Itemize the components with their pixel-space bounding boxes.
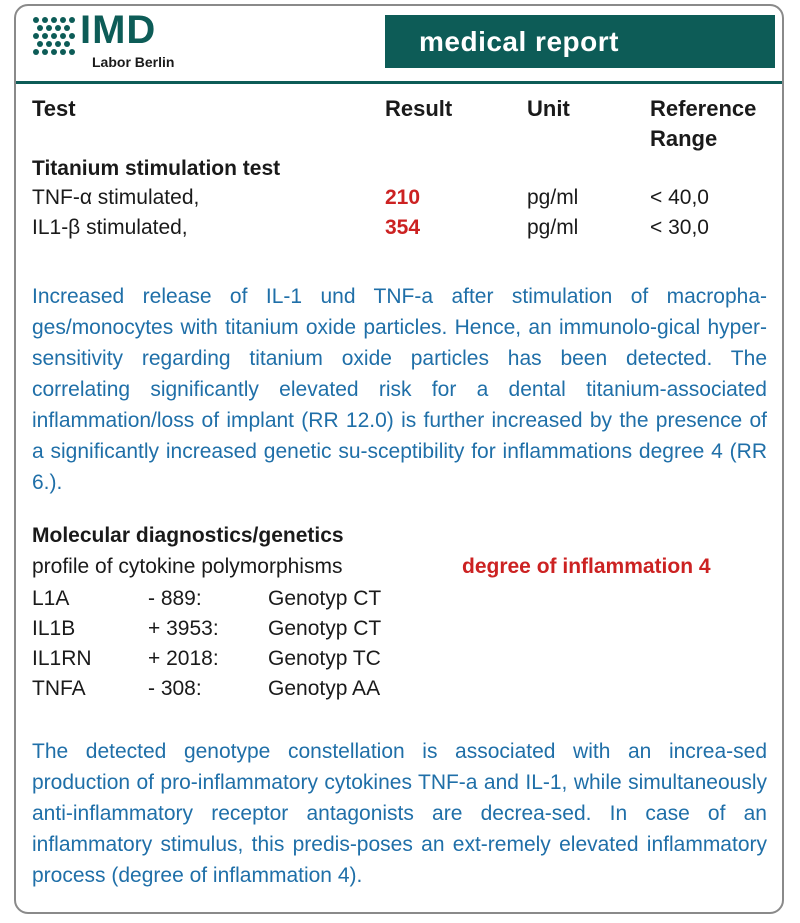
test-unit: pg/ml <box>527 216 579 239</box>
gene-name: L1A <box>32 587 70 610</box>
report-title-banner: medical report <box>385 15 775 68</box>
column-header-unit: Unit <box>527 96 570 121</box>
section-title-genetics: Molecular diagnostics/genetics <box>32 524 344 547</box>
test-result: 354 <box>385 216 421 239</box>
test-result: 210 <box>385 186 421 209</box>
header-divider <box>16 81 782 84</box>
test-reference: < 40,0 <box>650 186 709 209</box>
gene-genotype: Genotyp AA <box>268 677 381 700</box>
interpretation-titanium: Increased release of IL-1 und TNF-a after stimulation of macropha-ges/monocytes with titanium oxide particles. Hence, an immunolo-gical hyper-sensitivity regarding titanium oxide particles has been detected. The correlating significantly elevated risk for a dental titanium-associated inflammation/loss of implant (RR 12.0) is further increased by the presence of a significantly increased genetic su-sceptibility for inflammations degree 4 (RR 6.). <box>32 285 767 494</box>
gene-position: + 2018: <box>148 647 219 670</box>
column-header-range: Range <box>650 126 718 151</box>
column-header-test: Test <box>32 96 76 121</box>
gene-name: TNFA <box>32 677 86 700</box>
gene-position: - 889: <box>148 587 202 610</box>
profile-label: profile of cytokine polymorphisms <box>32 555 343 578</box>
gene-genotype: Genotyp CT <box>268 587 382 610</box>
test-name: IL1-β stimulated, <box>32 216 188 239</box>
test-name: TNF-α stimulated, <box>32 186 200 209</box>
column-header-reference: Reference <box>650 96 757 121</box>
logo-subtitle: Labor Berlin <box>92 54 175 70</box>
imd-logo <box>32 8 212 74</box>
logo-text: IMD <box>80 8 157 52</box>
logo-dots-icon <box>32 16 76 56</box>
gene-name: IL1B <box>32 617 76 640</box>
interpretation-genetics: The detected genotype constellation is associated with an increa-sed production of pro-inflammatory cytokines TNF-a and IL-1, while simultaneously anti-inflammatory receptor antagonists are decrea-sed. In case of an inflammatory stimulus, this predis-poses an ext-remely elevated inflammatory process (degree of inflammation 4). <box>32 740 767 887</box>
section-title-titanium: Titanium stimulation test <box>32 157 281 180</box>
gene-name: IL1RN <box>32 647 92 670</box>
column-header-result: Result <box>385 96 453 121</box>
gene-genotype: Genotyp TC <box>268 647 381 670</box>
test-unit: pg/ml <box>527 186 579 209</box>
degree-of-inflammation-label: degree of inflammation 4 <box>462 555 711 578</box>
gene-position: + 3953: <box>148 617 219 640</box>
gene-genotype: Genotyp CT <box>268 617 382 640</box>
gene-position: - 308: <box>148 677 202 700</box>
test-reference: < 30,0 <box>650 216 709 239</box>
